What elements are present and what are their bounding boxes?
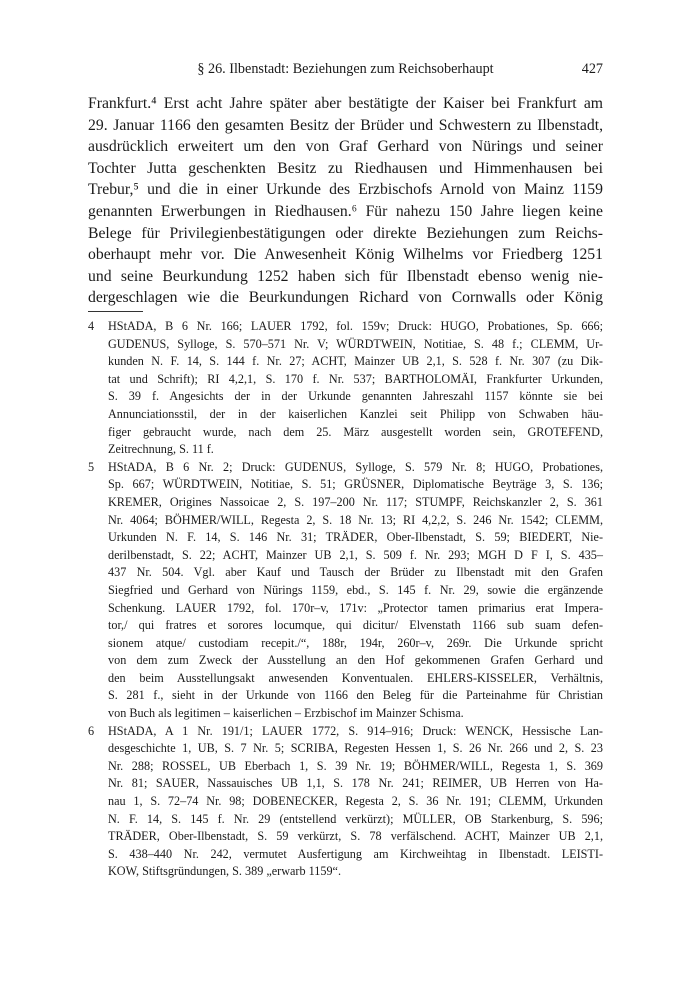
body-text: [88, 93, 603, 309]
footnote-line: S. 281 f., sieht in der Urkunde von 1166 den Beleg für die Parteinahme für Christian: [108, 688, 603, 703]
footnote-6: [88, 723, 603, 881]
footnote-line: [88, 723, 603, 741]
footnote-number: 4: [88, 319, 95, 333]
footnote-line: GUDENUS, Sylloge, S. 570–571 Nr. V; WÜRDTWEIN, Notitiae, S. 48 f.; CLEMM, Ur-: [108, 336, 603, 351]
footnote-line: derilbenstadt, S. 22; ACHT, Mainzer UB 2,1, S. 509 f. Nr. 293; MGH D F I, S. 435–: [108, 547, 603, 562]
footnote-line: N. F. 14, S. 145 f. Nr. 29 (entstellend verkürzt); MÜLLER, OB Starkenburg, S. 596;: [108, 811, 603, 826]
body-line: oberhaupt mehr vor. Die Anwesenheit König Wilhelms vor Friedberg 1251: [88, 246, 603, 264]
footnote-line: S. 438–440 Nr. 242, vermutet Ausfertigung am Kirchweihtag in Ilbenstadt. LEISTI-: [108, 846, 603, 861]
body-line: und seine Beurkundung 1252 haben sich für Ilbenstadt ebenso wenig nie-: [88, 267, 603, 285]
footnote-text: HStADA, B 6 Nr. 166; LAUER 1792, fol. 159v; Druck: HUGO, Probationes, Sp. 666;: [108, 319, 603, 333]
footnote-line: Nr. 288; ROSSEL, UB Eberbach 1, S. 39 Nr. 19; BÖHMER/WILL, Regesta 1, S. 369: [108, 758, 603, 773]
footnote-line: Schenkung. LAUER 1792, fol. 170r–v, 171v: „Protector tamen primarius erat Impera-: [108, 600, 603, 615]
footnote-line: Nr. 4064; BÖHMER/WILL, Regesta 2, S. 18 Nr. 13; RI 4,2,2, S. 246 Nr. 1542; CLEMM,: [108, 512, 603, 527]
footnote-5: [88, 459, 603, 723]
footnote-line: 437 Nr. 504. Vgl. aber Kauf und Tausch der Brüder zu Ilbenstadt mit den Grafen: [108, 565, 603, 580]
footnote-line: tor,/ qui fratres et sorores locumque, qui dicitur/ Elvenstath 1166 sub suam defen-: [108, 618, 603, 633]
body-line: genannten Erwerbungen in Riedhausen.⁶ Für nahezu 150 Jahre liegen keine: [88, 202, 603, 220]
footnote-line: Urkunden N. F. 14, S. 146 Nr. 31; TRÄDER, Ober-Ilbenstadt, S. 59; BIEDERT, Nie-: [108, 530, 603, 545]
footnote-line: KOW, Stiftsgründungen, S. 389 „erwarb 1159“.: [108, 864, 341, 879]
footnote-line: Nr. 81; SAUER, Nassauisches UB 1,1, S. 178 Nr. 241; REIMER, UB Herren von Ha-: [108, 776, 603, 791]
footnote-line: S. 39 f. Angesichts der in der Urkunde genannten Jahreszahl 1157 könnte sie bei: [108, 389, 603, 404]
footnote-line: [88, 459, 603, 477]
footnote-line: tat und Schrift); RI 4,2,1, S. 170 f. Nr. 537; BARTHOLOMÄI, Frankfurter Urkunden,: [108, 371, 603, 386]
footnote-line: Siegfried und Gerhard von Nürings 1159, ebd., S. 145 f. Nr. 29, sowie die ergänzende: [108, 582, 603, 597]
footnote-line: von dem zum Zweck der Ausstellung an den Hof gekommenen Grafen Gerhard und: [108, 653, 603, 668]
footnote-line: von Buch als legitimen – kaiserlichen – Erzbischof im Mainzer Schisma.: [108, 706, 464, 721]
footnote-line: figer gebraucht wurde, nach dem 25. März ausgestellt worden sein, GROTEFEND,: [108, 424, 603, 439]
footnote-line: KREMER, Origines Nassoicae 2, S. 197–200 Nr. 117; STUMPF, Reichskanzler 2, S. 361: [108, 494, 603, 509]
footnote-line: TRÄDER, Ober-Ilbenstadt, S. 59 verkürzt, S. 78 verfälschend. ACHT, Mainzer UB 2,1,: [108, 829, 603, 844]
footnote-line: sionem atque/ custodiam recepit./“, 188r, 194r, 260r–v, 269r. Die Urkunde spricht: [108, 635, 603, 650]
footnotes: [88, 318, 603, 881]
footnote-text: HStADA, A 1 Nr. 191/1; LAUER 1772, S. 914–916; Druck: WENCK, Hessische Lan-: [108, 723, 603, 738]
body-line: Frankfurt.⁴ Erst acht Jahre später aber bestätigte der Kaiser bei Frankfurt am: [88, 95, 603, 112]
footnote-line: den beim Ausstellungsakt anwesenden Konventualen. EHLERS-KISSELER, Verhältnis,: [108, 670, 603, 685]
footnote-line: [88, 318, 603, 336]
body-line: Tochter Jutta geschenkten Besitz zu Riedhausen und Himmenhausen bei: [88, 159, 603, 177]
footnote-line: nau 1, S. 72–74 Nr. 98; DOBENECKER, Regesta 2, S. 36 Nr. 191; CLEMM, Urkunden: [108, 794, 603, 809]
footnote-number: 5: [88, 459, 95, 474]
body-line: Belege für Privilegienbestätigungen oder direkte Beziehungen zum Reichs-: [88, 224, 603, 242]
body-line: dergeschlagen wie die Beurkundungen Richard von Cornwalls oder König: [88, 289, 603, 307]
footnote-separator: [88, 311, 143, 312]
footnote-line: kunden N. F. 14, S. 144 f. Nr. 27; ACHT, Mainzer UB 2,1, S. 528 f. Nr. 307 (zu Dik-: [108, 354, 603, 369]
body-line: Trebur,⁵ und die in einer Urkunde des Erzbischofs Arnold von Mainz 1159: [88, 181, 603, 199]
footnote-line: desgeschichte 1, UB, S. 7 Nr. 5; SCRIBA, Regesten Hessen 1, S. 26 Nr. 266 und 2, S. 23: [108, 741, 603, 756]
footnote-line: Zeitrechnung, S. 11 f.: [108, 442, 214, 457]
page-number: 427: [581, 61, 603, 77]
footnote-line: Sp. 667; WÜRDTWEIN, Notitiae, S. 51; GRÜSNER, Diplomatische Beyträge 3, S. 136;: [108, 477, 603, 492]
footnote-number: 6: [88, 723, 95, 738]
footnote-text: HStADA, B 6 Nr. 2; Druck: GUDENUS, Sylloge, S. 579 Nr. 8; HUGO, Probationes,: [108, 459, 603, 474]
footnote-line: Annunciationsstil, der in der kaiserlichen Kanzlei seit Philipp von Schwaben häu-: [108, 406, 603, 421]
footnote-4: [88, 318, 603, 459]
body-line: ausdrücklich erweitert um den von Graf Gerhard von Nürings und seiner: [88, 138, 603, 156]
body-line: 29. Januar 1166 den gesamten Besitz der Brüder und Schwestern zu Ilbenstadt,: [88, 116, 603, 134]
page-header: [88, 61, 603, 81]
running-title: § 26. Ilbenstadt: Beziehungen zum Reichsoberhaupt: [197, 61, 494, 77]
